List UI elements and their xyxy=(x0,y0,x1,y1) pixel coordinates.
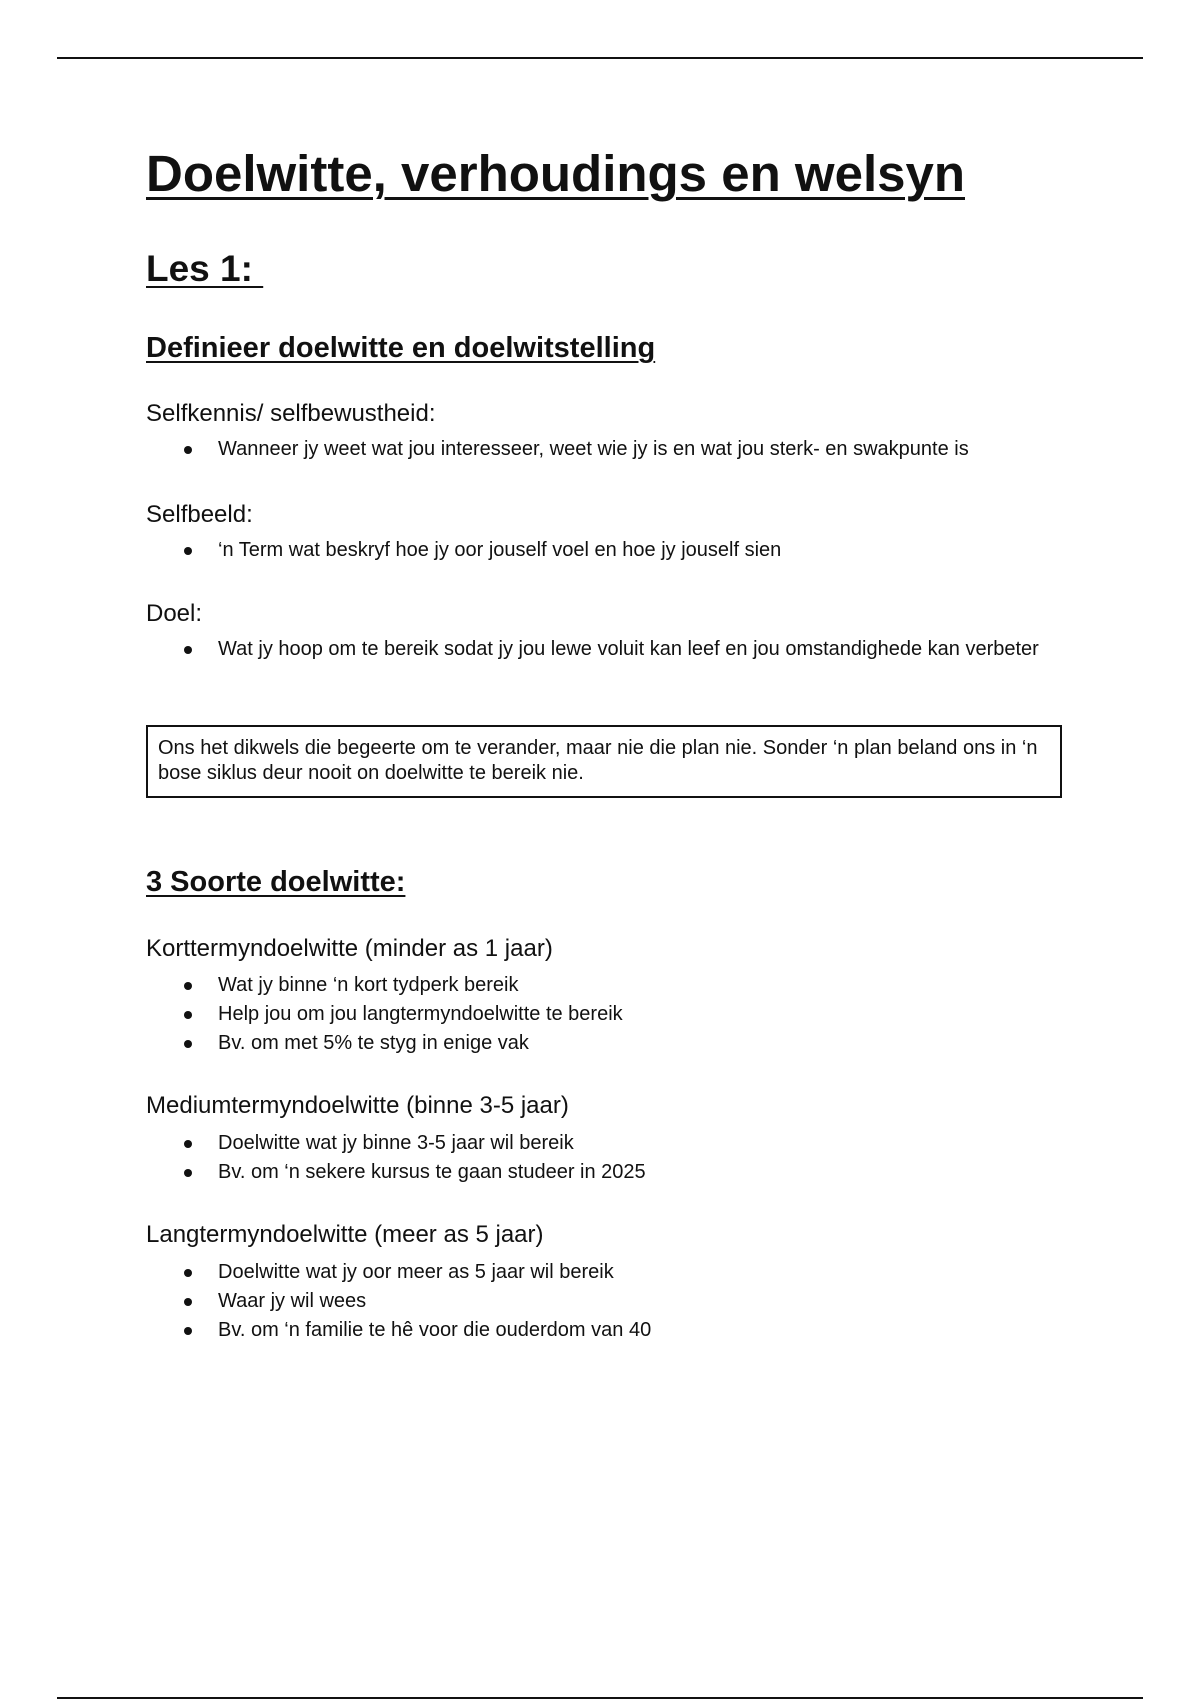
lesson-heading: Les 1: xyxy=(146,248,264,289)
bullet-list-selfkennis xyxy=(146,435,1066,464)
bullet-icon xyxy=(184,1040,192,1048)
page-top-rule xyxy=(57,57,1143,59)
list-item-text: Wat jy hoop om te bereik sodat jy jou lewe voluit kan leef en jou omstandighede kan verbeter xyxy=(218,638,1039,660)
bullet-list-selfbeeld xyxy=(146,536,1066,565)
term-langtermyn: Langtermyndoelwitte (meer as 5 jaar) xyxy=(146,1221,544,1248)
page-bottom-rule xyxy=(57,1697,1143,1699)
bullet-icon xyxy=(184,1169,192,1177)
list-item xyxy=(146,971,1066,1000)
bullet-list-langtermyn xyxy=(146,1258,1066,1345)
term-korttermyn: Korttermyndoelwitte (minder as 1 jaar) xyxy=(146,935,553,962)
list-item-text: Wanneer jy weet wat jou interesseer, weet wie jy is en wat jou sterk- en swakpunte is xyxy=(218,438,969,460)
bullet-icon xyxy=(184,547,192,555)
list-item xyxy=(146,1316,1066,1345)
list-item xyxy=(146,1287,1066,1316)
list-item xyxy=(146,1000,1066,1029)
bullet-list-doel xyxy=(146,635,1066,664)
bullet-icon xyxy=(184,1327,192,1335)
section-heading-definitions: Definieer doelwitte en doelwitstelling xyxy=(146,332,656,364)
bullet-icon xyxy=(184,446,192,454)
list-item-text: Doelwitte wat jy binne 3-5 jaar wil bereik xyxy=(218,1132,574,1154)
bullet-list-korttermyn xyxy=(146,971,1066,1058)
section-heading-goal-types: 3 Soorte doelwitte: xyxy=(146,866,406,898)
list-item xyxy=(146,635,1066,664)
term-selfbeeld: Selfbeeld: xyxy=(146,501,253,528)
bullet-icon xyxy=(184,646,192,654)
list-item-text: Bv. om ‘n familie te hê voor die ouderdom van 40 xyxy=(218,1319,652,1341)
list-item-text: Waar jy wil wees xyxy=(218,1290,367,1312)
list-item xyxy=(146,1158,1066,1187)
bullet-icon xyxy=(184,1269,192,1277)
list-item-text: Wat jy binne ‘n kort tydperk bereik xyxy=(218,974,519,996)
list-item-text: Doelwitte wat jy oor meer as 5 jaar wil bereik xyxy=(218,1261,614,1283)
list-item xyxy=(146,435,1066,464)
term-mediumtermyn: Mediumtermyndoelwitte (binne 3-5 jaar) xyxy=(146,1092,569,1119)
term-selfkennis: Selfkennis/ selfbewustheid: xyxy=(146,400,436,427)
bullet-icon xyxy=(184,982,192,990)
note-box: Ons het dikwels die begeerte om te verander, maar nie die plan nie. Sonder ‘n plan beland ons in ‘n bose siklus deur nooit on doelwitte te bereik nie. xyxy=(146,725,1062,798)
list-item-text: Bv. om ‘n sekere kursus te gaan studeer in 2025 xyxy=(218,1161,646,1183)
list-item xyxy=(146,1129,1066,1158)
list-item-text: ‘n Term wat beskryf hoe jy oor jouself voel en hoe jy jouself sien xyxy=(218,539,782,561)
term-doel: Doel: xyxy=(146,600,203,627)
list-item-text: Bv. om met 5% te styg in enige vak xyxy=(218,1032,529,1054)
bullet-icon xyxy=(184,1298,192,1306)
list-item xyxy=(146,536,1066,565)
document-title: Doelwitte, verhoudings en welsyn xyxy=(146,145,965,202)
bullet-icon xyxy=(184,1140,192,1148)
list-item-text: Help jou om jou langtermyndoelwitte te bereik xyxy=(218,1003,623,1025)
bullet-list-mediumtermyn xyxy=(146,1129,1066,1187)
bullet-icon xyxy=(184,1011,192,1019)
list-item xyxy=(146,1258,1066,1287)
list-item xyxy=(146,1029,1066,1058)
